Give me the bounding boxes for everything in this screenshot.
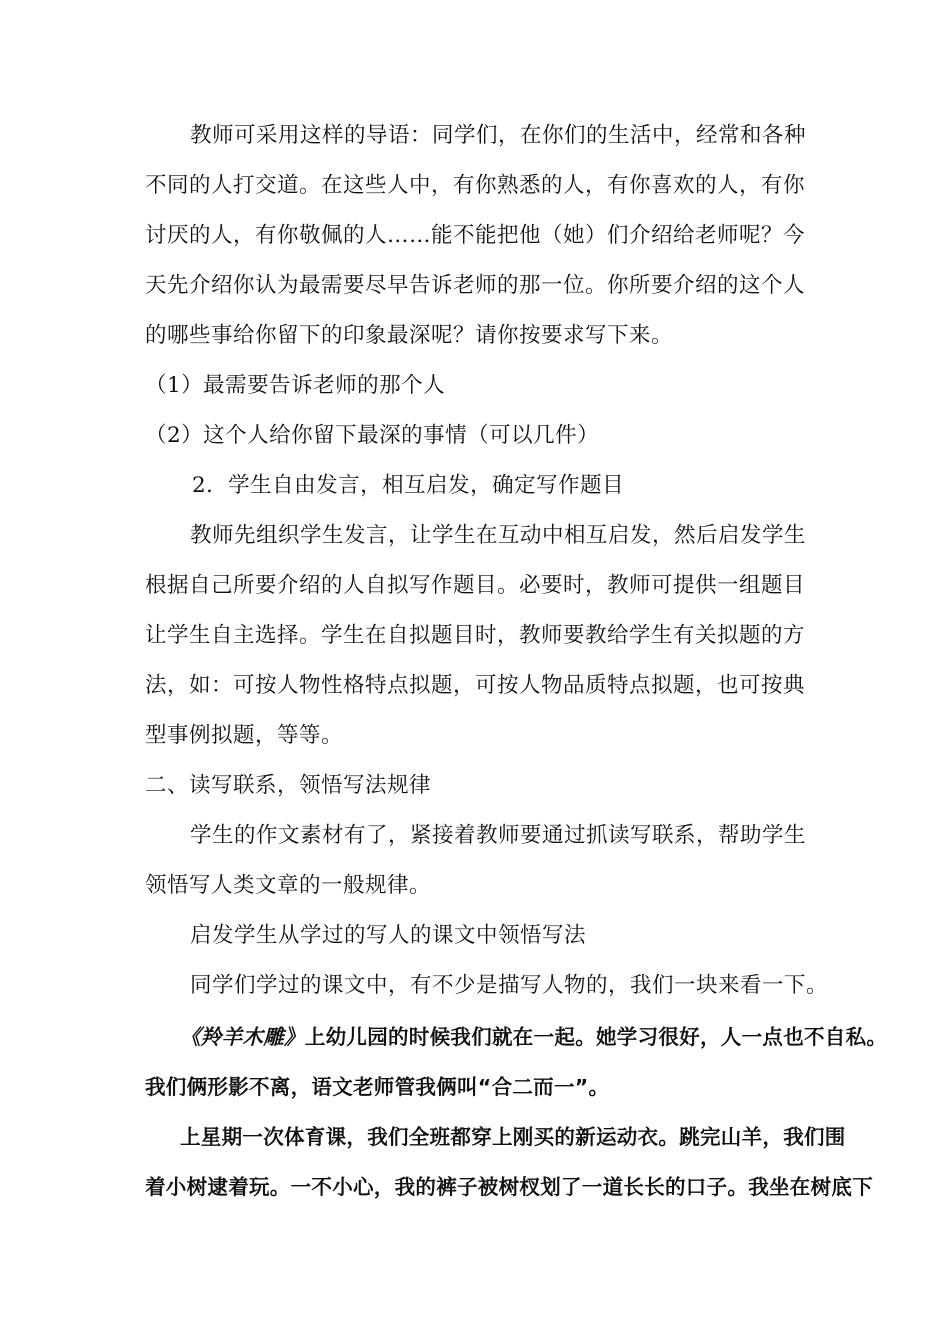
excerpt-line-4: 着小树逮着玩。一不小心，我的裤子被树杈划了一道长长的口子。我坐在树底下 <box>145 1175 873 1199</box>
paragraph-5: 同学们学过的课文中，有不少是描写人物的，我们一块来看一下。 <box>190 973 829 998</box>
paragraph-1-line-2: 不同的人打交道。在这些人中，有你熟悉的人，有你喜欢的人，有你 <box>145 173 806 198</box>
excerpt-title: 《羚羊木雕》 <box>180 1025 305 1049</box>
paragraph-2-line-3: 让学生自主选择。学生在自拟题目时，教师要教给学生有关拟题的方 <box>145 623 806 648</box>
paragraph-1-line-4: 天先介绍你认为最需要尽早告诉老师的那一位。你所要介绍的这个人 <box>145 273 806 298</box>
paragraph-4: 启发学生从学过的写人的课文中领悟写法 <box>190 923 587 948</box>
paragraph-2-line-4: 法，如：可按人物性格特点拟题，可按人物品质特点拟题，也可按典 <box>145 673 806 698</box>
paragraph-3-line-2: 领悟写人类文章的一般规律。 <box>145 873 432 898</box>
list-item-2: （2）这个人给你留下最深的事情（可以几件） <box>145 423 600 448</box>
excerpt-line-1-text: 上幼儿园的时候我们就在一起。她学习很好，人一点也不自私。 <box>304 1025 888 1049</box>
paragraph-2-line-2: 根据自己所要介绍的人自拟写作题目。必要时，教师可提供一组题目 <box>145 573 806 598</box>
excerpt-line-1 <box>180 1022 888 1052</box>
paragraph-2-line-1: 教师先组织学生发言，让学生在互动中相互启发，然后启发学生 <box>190 523 807 548</box>
paragraph-1-line-1: 教师可采用这样的导语：同学们，在你们的生活中，经常和各种 <box>190 123 807 148</box>
excerpt-line-3: 上星期一次体育课，我们全班都穿上刚买的新运动衣。跳完山羊，我们围 <box>180 1125 846 1149</box>
step-2-heading: 2．学生自由发言，相互启发，确定写作题目 <box>192 473 625 498</box>
paragraph-2-line-5: 型事例拟题，等等。 <box>145 723 344 748</box>
paragraph-1-line-3: 讨厌的人，有你敬佩的人……能不能把他（她）们介绍给老师呢？今 <box>145 223 806 248</box>
paragraph-1-line-5: 的哪些事给你留下的印象最深呢？请你按要求写下来。 <box>145 323 674 348</box>
paragraph-3-line-1: 学生的作文素材有了，紧接着教师要通过抓读写联系，帮助学生 <box>190 823 807 848</box>
section-heading-2: 二、读写联系，领悟写法规律 <box>145 773 432 798</box>
list-item-1: （1）最需要告诉老师的那个人 <box>145 373 446 398</box>
excerpt-line-2: 我们俩形影不离，语文老师管我俩叫“合二而一”。 <box>145 1075 610 1099</box>
